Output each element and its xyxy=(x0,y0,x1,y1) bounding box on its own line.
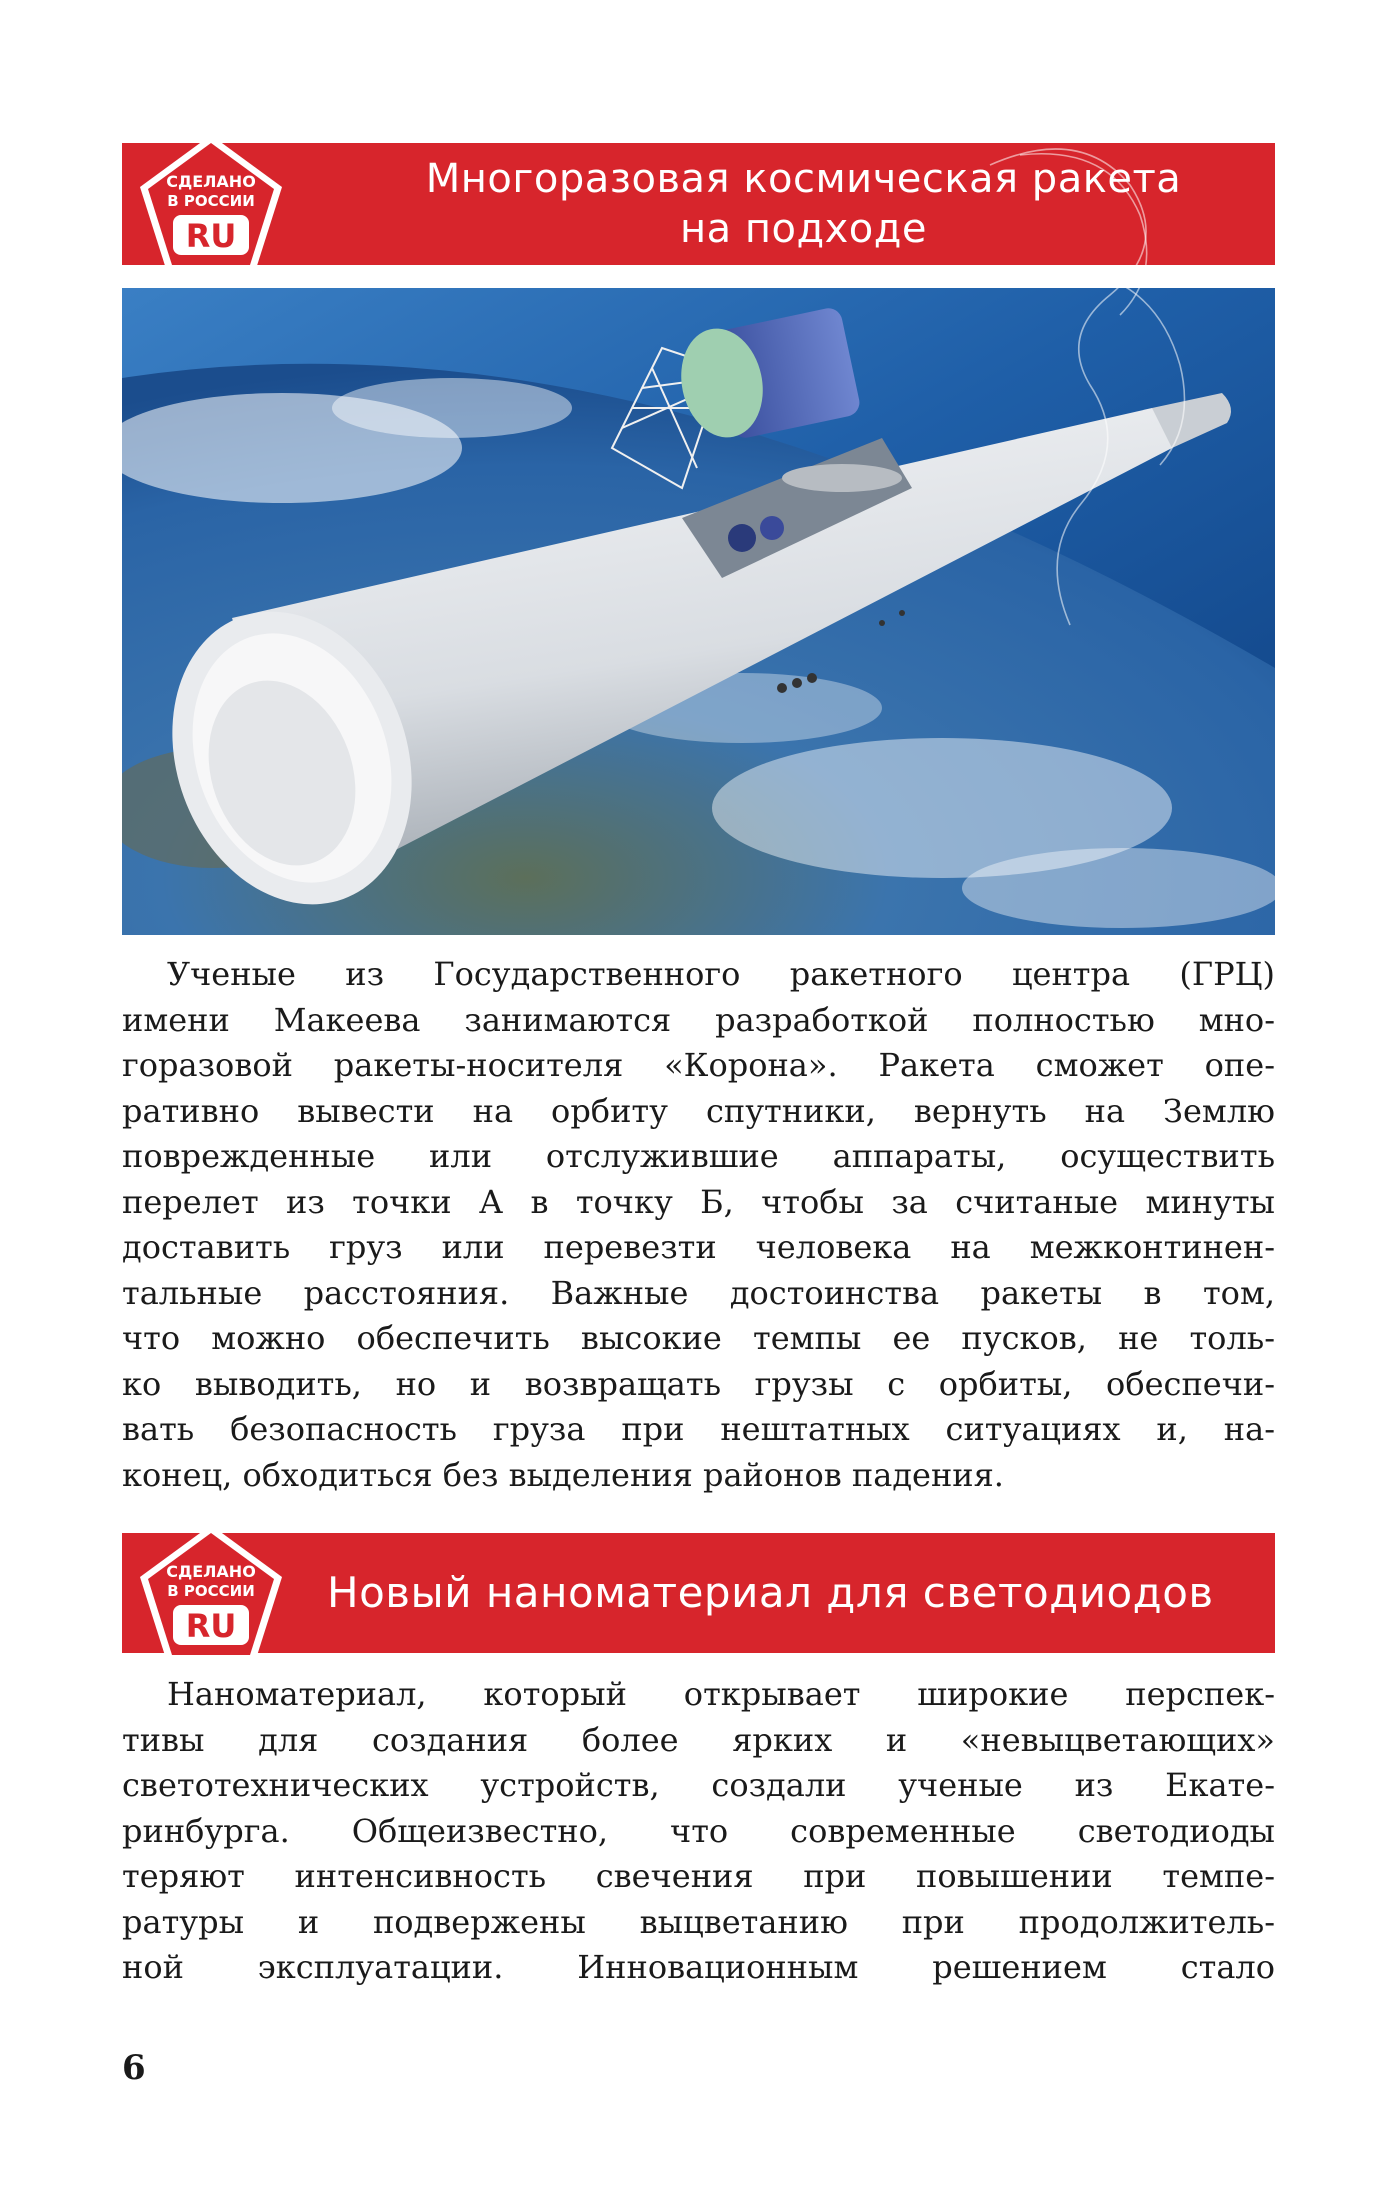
text-line: ной эксплуатации. Инновационным решением стало xyxy=(122,1948,1275,1986)
section-1-title-line2: на подходе xyxy=(679,206,928,252)
section-2-paragraph xyxy=(122,1672,1275,1991)
text-line: доставить груз или перевезти человека на межконтинен- xyxy=(122,1228,1275,1266)
text-line: имени Макеева занимаются разработкой полностью мно- xyxy=(122,1000,1275,1039)
badge-line1: СДЕЛАНО xyxy=(166,1562,256,1581)
section-2-title xyxy=(327,1533,1255,1653)
text-line: перелет из точки А в точку Б, чтобы за считаные минуты xyxy=(122,1182,1275,1221)
text-line: Наноматериал, который открывает широкие перспек- xyxy=(167,1675,1275,1713)
badge-mark: RU xyxy=(185,217,237,255)
section-1-title-line1: Многоразовая космическая ракета xyxy=(425,156,1182,202)
page-number: 6 xyxy=(122,2048,146,2088)
text-line: поврежденные или отслужившие аппараты, осуществить xyxy=(122,1137,1275,1175)
text-line: тивы для создания более ярких и «невыцветающих» xyxy=(122,1720,1275,1759)
section-1-banner xyxy=(122,143,1275,265)
text-line: светотехнических устройств, создали ученые из Екате- xyxy=(122,1766,1275,1804)
section-1-title xyxy=(352,143,1255,265)
made-in-russia-badge-icon xyxy=(136,131,286,281)
rocket-photo xyxy=(122,288,1275,935)
text-line: что можно обеспечить высокие темпы ее пусков, не толь- xyxy=(122,1319,1275,1357)
badge-line1: СДЕЛАНО xyxy=(166,172,256,191)
made-in-russia-badge-icon xyxy=(136,1521,286,1671)
section-2-title-text: Новый наноматериал для светодиодов xyxy=(327,1568,1214,1617)
text-line: ратуры и подвержены выцветанию при продолжитель- xyxy=(122,1902,1275,1941)
badge-mark: RU xyxy=(185,1607,237,1645)
badge-line2: В РОССИИ xyxy=(167,192,255,210)
text-line: ративно вывести на орбиту спутники, вернуть на Землю xyxy=(122,1091,1275,1130)
text-line: конец, обходиться без выделения районов падения. xyxy=(122,1455,1004,1494)
badge-line2: В РОССИИ xyxy=(167,1582,255,1600)
text-line: ринбурга. Общеизвестно, что современные светодиоды xyxy=(122,1811,1275,1850)
text-line: горазовой ракеты-носителя «Корона». Ракета сможет опе- xyxy=(122,1046,1275,1084)
text-line: ко выводить, но и возвращать грузы с орбиты, обеспечи- xyxy=(122,1364,1275,1403)
text-line: вать безопасность груза при нештатных ситуациях и, на- xyxy=(122,1410,1275,1448)
text-line: теряют интенсивность свечения при повышении темпе- xyxy=(122,1857,1275,1895)
section-1-paragraph xyxy=(122,952,1275,1498)
text-line: тальные расстояния. Важные достоинства ракеты в том, xyxy=(122,1273,1275,1312)
text-line: Ученые из Государственного ракетного центра (ГРЦ) xyxy=(167,955,1275,993)
section-2-banner xyxy=(122,1533,1275,1653)
